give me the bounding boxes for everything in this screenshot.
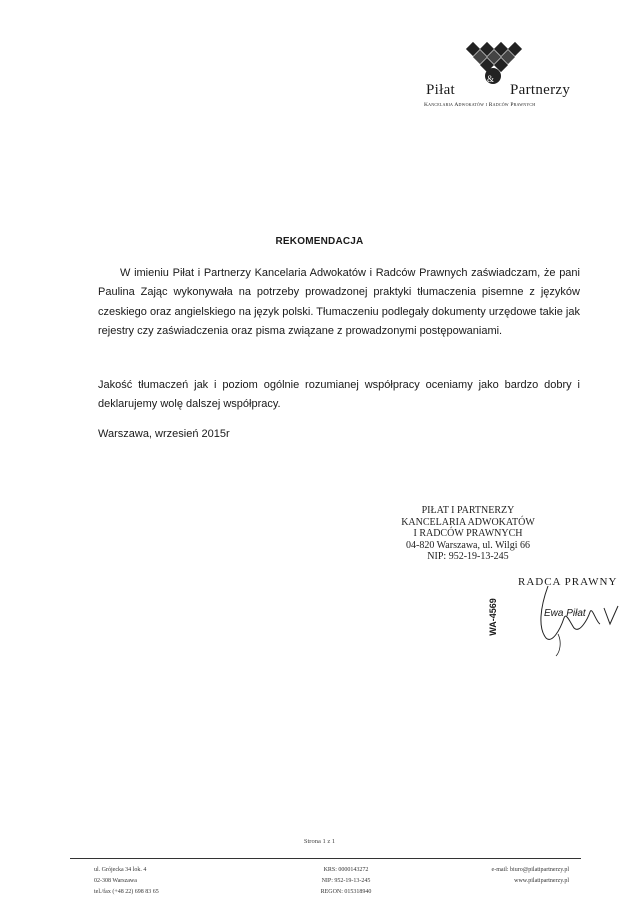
- paragraph-1-text: W imieniu Piłat i Partnerzy Kancelaria Adwokatów i Radców Prawnych zaświadczam, że pani Paulina Zając wykonywała na potrzeby prowadzonej praktyki tłumaczenia pisemne z języków czeskiego oraz angielskiego na język polski. Tłumaczeniu podlegały dokumenty urzędowe takie jak rejestry czy zaświadczenia oraz pisma związane z prowadzonymi postępowaniami.: [98, 267, 580, 338]
- place-date: Warszawa, wrzesień 2015r: [98, 428, 230, 440]
- company-logo: [424, 40, 604, 120]
- page-number: Strona 1 z 1: [303, 838, 336, 845]
- stamp-line-2: KANCELARIA ADWOKATÓW: [401, 516, 535, 528]
- logo-name-left: Piłat: [426, 82, 456, 98]
- footer-address-line-1: ul. Grójecka 34 lok. 4: [94, 867, 147, 873]
- company-stamp: [380, 505, 556, 563]
- stamp-line-1: PIŁAT I PARTNERZY: [421, 505, 515, 516]
- footer-address-line-2: 02-308 Warszawa: [94, 878, 137, 884]
- footer-krs: KRS: 0000143272: [323, 867, 369, 873]
- stamp-line-5: NIP: 952-19-13-245: [427, 551, 509, 562]
- logo-name-right: Partnerzy: [510, 82, 571, 98]
- registration-number: WA-4569: [487, 598, 498, 636]
- footer-address-line-3: tel./fax (+48 22) 698 83 65: [94, 889, 159, 895]
- footer-address: [94, 865, 159, 898]
- footer-email: e-mail: biuro@pilatipartnerzy.pl: [491, 867, 569, 873]
- signature-block: [487, 572, 630, 662]
- stamp-line-4: 04-820 Warszawa, ul. Wilgi 66: [406, 539, 530, 551]
- footer-divider: [70, 858, 581, 859]
- signatory-name: Ewa Piłat: [544, 608, 586, 619]
- title-stamp: RADCA PRAWNY: [518, 576, 618, 588]
- footer-contact: [492, 865, 569, 887]
- diamond-logo-icon: [462, 40, 528, 88]
- footer-registry: [300, 865, 392, 898]
- document-title: REKOMENDACJA: [275, 236, 364, 247]
- footer-website: www.pilatipartnerzy.pl: [514, 878, 569, 884]
- paragraph-assessment: Jakość tłumaczeń jak i poziom ogólnie rozumianej współpracy oceniamy jako bardzo dobry i deklarujemy wolę dalszej współpracy.: [98, 379, 580, 411]
- paragraph-recommendation: [98, 264, 580, 342]
- stamp-line-3: I RADCÓW PRAWNYCH: [413, 528, 523, 539]
- logo-subtitle: Kancelaria Adwokatów i Radców Prawnych: [424, 102, 536, 108]
- handwritten-signature: [530, 578, 630, 658]
- logo-ampersand: &: [487, 74, 495, 84]
- footer-nip: NIP: 952-19-13-245: [321, 878, 371, 884]
- footer-regon: REGON: 015318940: [320, 889, 372, 895]
